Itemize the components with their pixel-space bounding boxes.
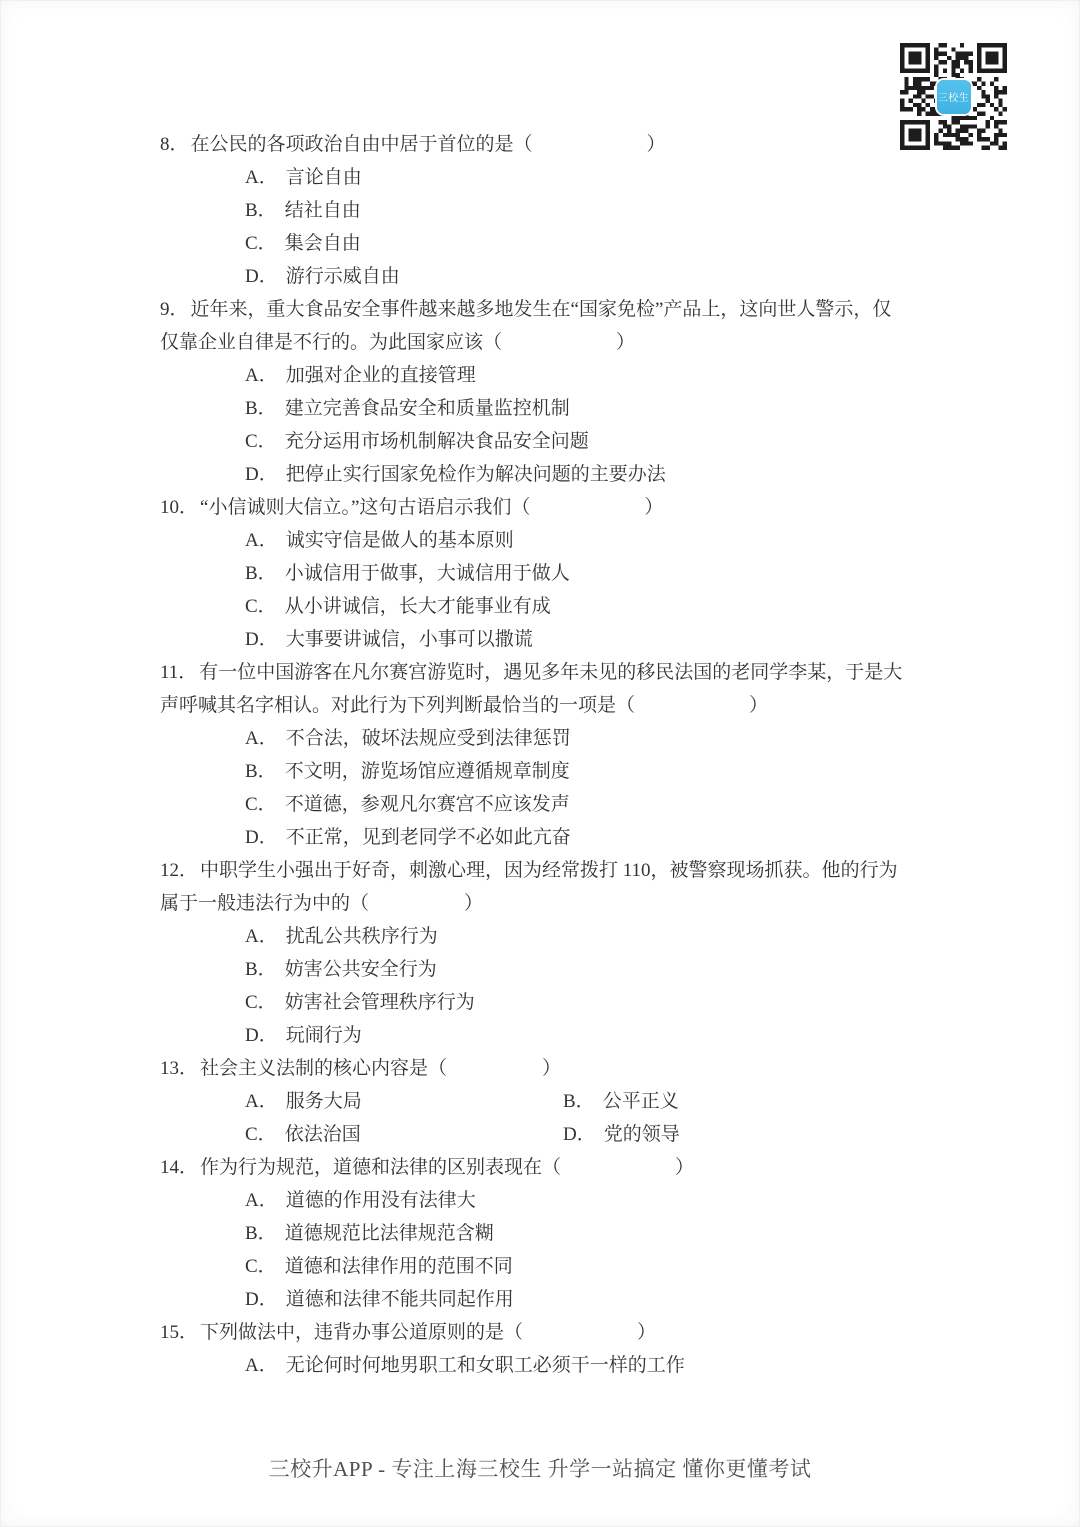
option-text: 党的领导 (603, 1124, 680, 1145)
option-c (245, 788, 902, 821)
option-b (245, 953, 902, 986)
option-label: A． (245, 728, 278, 749)
option-d (245, 1283, 902, 1316)
question-number: 9． (160, 299, 189, 320)
option-label: D． (245, 266, 278, 287)
option-label: A． (245, 926, 278, 947)
option-label: A． (245, 167, 278, 188)
option-b (245, 557, 902, 590)
options-group (245, 920, 902, 1052)
question-text-continued (160, 326, 902, 359)
option-c (245, 425, 902, 458)
page-footer (0, 1453, 1080, 1486)
option-a (245, 1085, 563, 1118)
question-10 (160, 491, 902, 656)
option-c (245, 590, 902, 623)
option-b (563, 1085, 902, 1118)
option-c (245, 1118, 563, 1151)
question-text (160, 293, 902, 326)
question-line-text: 中职学生小强出于好奇，刺激心理，因为经常拨打 110，被警察现场抓获。他的行为 (200, 860, 898, 881)
option-d (245, 458, 902, 491)
option-d (245, 623, 902, 656)
option-label: D． (563, 1124, 596, 1145)
footer-text: 三校升APP - 专注上海三校生 升学一站搞定 懂你更懂考试 (268, 1457, 812, 1481)
option-label: C． (245, 233, 277, 254)
option-c (245, 986, 902, 1019)
question-number: 8． (160, 134, 189, 155)
options-group (245, 1184, 902, 1316)
question-line-text: 社会主义法制的核心内容是（ ） (200, 1058, 562, 1079)
option-text: 结社自由 (284, 200, 361, 221)
question-text (160, 128, 902, 161)
option-text: 依法治国 (284, 1124, 361, 1145)
option-label: C． (245, 794, 277, 815)
option-d (245, 821, 902, 854)
option-label: B． (245, 959, 277, 980)
option-label: A． (245, 530, 278, 551)
option-text: 大事要讲诚信，小事可以撒谎 (285, 629, 533, 650)
option-label: B． (245, 563, 277, 584)
option-label: A． (245, 365, 278, 386)
option-text: 不文明，游览场馆应遵循规章制度 (284, 761, 570, 782)
question-14 (160, 1151, 902, 1316)
option-text: 诚实守信是做人的基本原则 (285, 530, 514, 551)
option-text: 小诚信用于做事，大诚信用于做人 (284, 563, 570, 584)
option-d (245, 1019, 902, 1052)
option-text: 不合法，破坏法规应受到法律惩罚 (285, 728, 571, 749)
option-b (245, 194, 902, 227)
option-b (245, 392, 902, 425)
option-text: 不道德，参观凡尔赛宫不应该发声 (284, 794, 570, 815)
qr-logo-text: 三校生 (937, 93, 970, 104)
option-a (245, 161, 902, 194)
question-number: 11． (160, 662, 198, 683)
option-text: 建立完善食品安全和质量监控机制 (284, 398, 570, 419)
options-group (245, 359, 902, 491)
option-label: C． (245, 1256, 277, 1277)
question-text (160, 1316, 902, 1349)
question-line-text: “小信诚则大信立。”这句古语启示我们（ ） (200, 497, 664, 518)
question-9 (160, 293, 902, 491)
option-label: C． (245, 1124, 277, 1145)
option-a (245, 920, 902, 953)
option-label: C． (245, 596, 277, 617)
question-11 (160, 656, 902, 854)
question-line-text: 下列做法中，违背办事公道原则的是（ ） (200, 1322, 657, 1343)
option-label: B． (245, 398, 277, 419)
option-label: A． (245, 1190, 278, 1211)
option-label: C． (245, 431, 277, 452)
option-label: C． (245, 992, 277, 1013)
option-a (245, 359, 902, 392)
option-text: 游行示威自由 (285, 266, 400, 287)
option-text: 扰乱公共秩序行为 (285, 926, 438, 947)
option-label: B． (245, 1223, 277, 1244)
options-group (245, 161, 902, 293)
question-12 (160, 854, 902, 1052)
option-text: 公平正义 (602, 1091, 679, 1112)
options-group (245, 722, 902, 854)
question-number: 12． (160, 860, 199, 881)
option-label: A． (245, 1355, 278, 1376)
qr-code (900, 43, 1007, 150)
question-number: 14． (160, 1157, 199, 1178)
option-text: 集会自由 (284, 233, 361, 254)
qr-logo-badge (937, 80, 971, 114)
option-c (245, 1250, 902, 1283)
question-text (160, 1052, 902, 1085)
option-label: D． (245, 1289, 278, 1310)
question-15 (160, 1316, 902, 1382)
option-c (245, 227, 902, 260)
option-b (245, 1217, 902, 1250)
question-text (160, 1151, 902, 1184)
option-d (245, 260, 902, 293)
option-a (245, 1349, 902, 1382)
option-b (245, 755, 902, 788)
option-label: D． (245, 827, 278, 848)
question-text (160, 854, 902, 887)
option-text: 道德的作用没有法律大 (285, 1190, 476, 1211)
question-line-text: 属于一般违法行为中的（ ） (160, 893, 484, 914)
option-text: 妨害公共安全行为 (284, 959, 437, 980)
question-line-text: 近年来，重大食品安全事件越来越多地发生在“国家免检”产品上，这向世人警示，仅 (190, 299, 892, 320)
question-8 (160, 128, 902, 293)
option-label: B． (245, 200, 277, 221)
option-a (245, 1184, 902, 1217)
option-label: B． (563, 1091, 595, 1112)
option-label: D． (245, 1025, 278, 1046)
question-text (160, 491, 902, 524)
option-label: A． (245, 1091, 278, 1112)
question-number: 15． (160, 1322, 199, 1343)
options-group (245, 1085, 902, 1151)
option-a (245, 722, 902, 755)
question-13 (160, 1052, 902, 1151)
options-group (245, 1349, 902, 1382)
question-line-text: 仅靠企业自律是不行的。为此国家应该（ ） (160, 332, 636, 353)
question-text-continued (160, 689, 902, 722)
option-text: 妨害社会管理秩序行为 (284, 992, 475, 1013)
option-text: 言论自由 (285, 167, 362, 188)
option-d (563, 1118, 902, 1151)
option-text: 道德和法律作用的范围不同 (284, 1256, 513, 1277)
question-number: 10． (160, 497, 199, 518)
option-label: D． (245, 629, 278, 650)
option-text: 无论何时何地男职工和女职工必须干一样的工作 (285, 1355, 685, 1376)
question-line-text: 有一位中国游客在凡尔赛宫游览时，遇见多年未见的移民法国的老同学李某，于是大 (199, 662, 903, 683)
question-line-text: 作为行为规范，道德和法律的区别表现在（ ） (200, 1157, 695, 1178)
question-line-text: 在公民的各项政治自由中居于首位的是（ ） (190, 134, 666, 155)
option-label: B． (245, 761, 277, 782)
question-list (160, 128, 902, 1382)
question-text (160, 656, 902, 689)
option-text: 道德规范比法律规范含糊 (284, 1223, 494, 1244)
option-text: 不正常，见到老同学不必如此亢奋 (285, 827, 571, 848)
question-text-continued (160, 887, 902, 920)
option-label: D． (245, 464, 278, 485)
question-number: 13． (160, 1058, 199, 1079)
option-text: 道德和法律不能共同起作用 (285, 1289, 514, 1310)
question-line-text: 声呼喊其名字相认。对此行为下列判断最恰当的一项是（ ） (160, 695, 769, 716)
option-text: 把停止实行国家免检作为解决问题的主要办法 (285, 464, 666, 485)
options-group (245, 524, 902, 656)
option-text: 充分运用市场机制解决食品安全问题 (284, 431, 589, 452)
option-text: 从小讲诚信，长大才能事业有成 (284, 596, 551, 617)
option-text: 玩闹行为 (285, 1025, 362, 1046)
option-a (245, 524, 902, 557)
option-text: 服务大局 (285, 1091, 362, 1112)
option-text: 加强对企业的直接管理 (285, 365, 476, 386)
